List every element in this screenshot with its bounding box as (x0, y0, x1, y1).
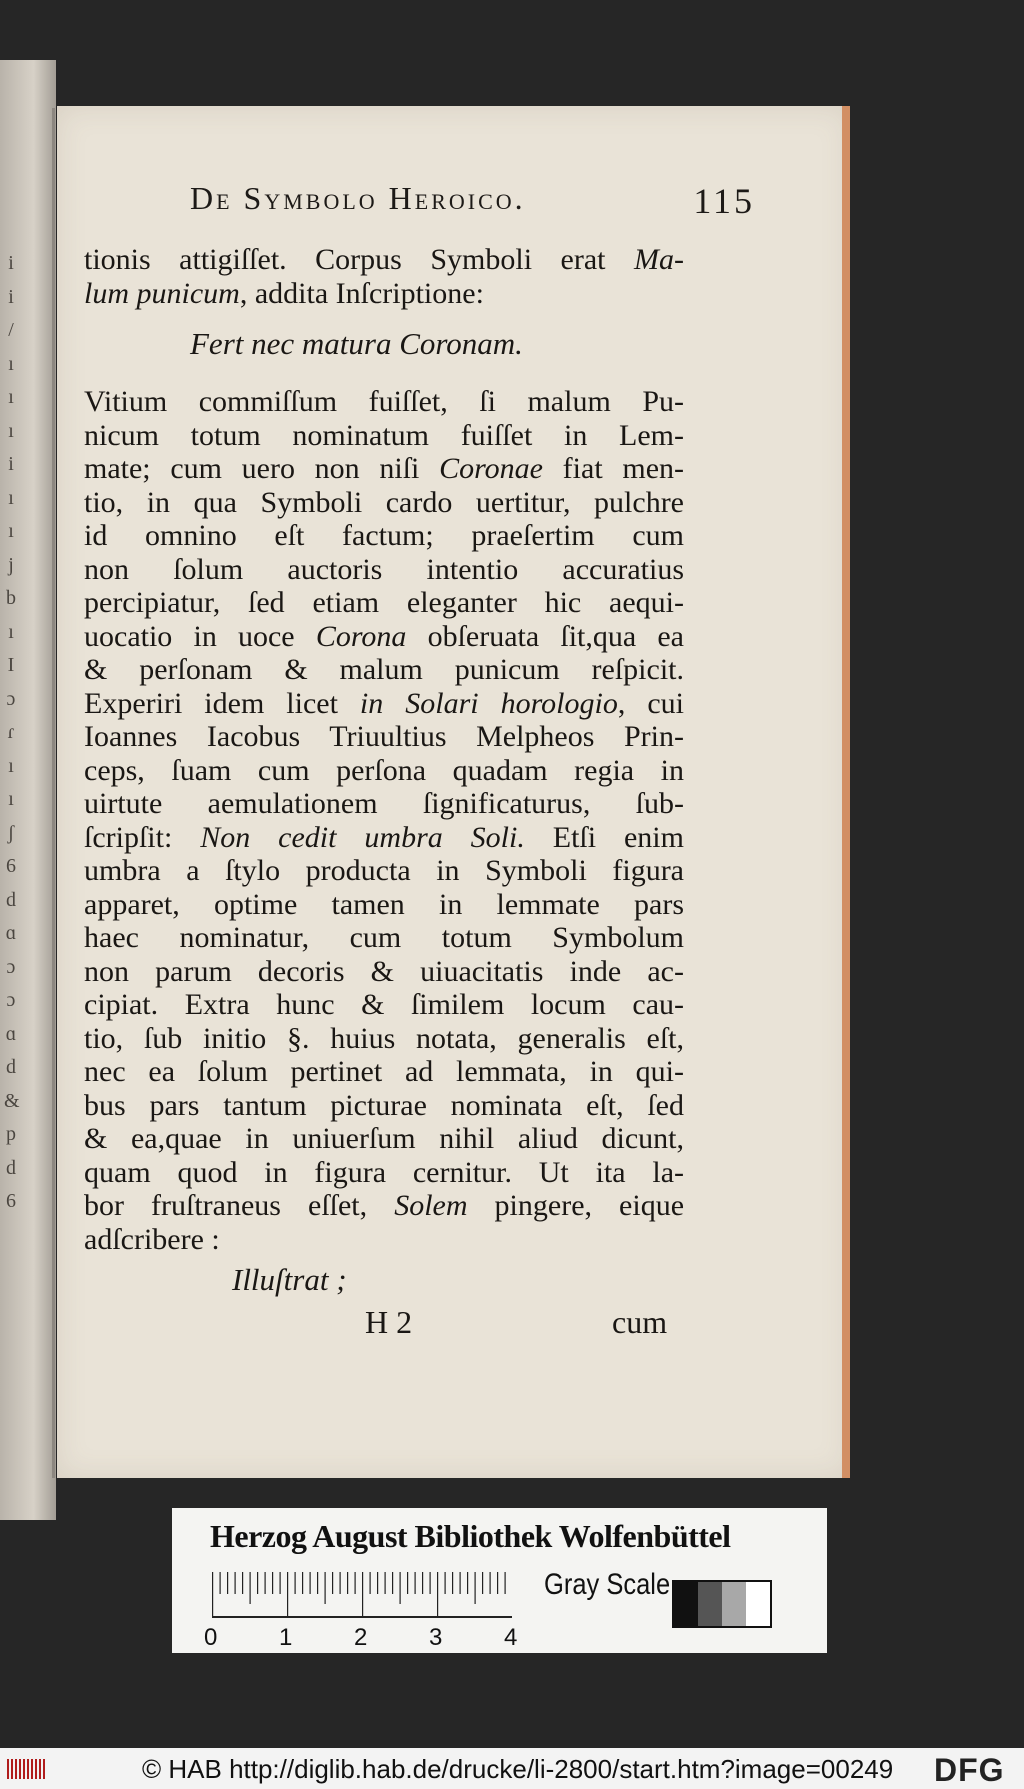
text-run: & perſonam & malum punicum reſpicit. (84, 653, 684, 686)
text-line (84, 586, 684, 620)
ruler-tick (362, 1572, 363, 1618)
edge-char: ı (8, 520, 14, 542)
text-run: apparet, optime tamen in lemmate pars (84, 887, 684, 921)
ruler-tick (467, 1572, 468, 1594)
text-run: tio, ſub initio §. huius notata, generalis eſt, (84, 1021, 684, 1055)
ruler-tick (415, 1572, 416, 1594)
text-run: bus pars tantum picturae nominata eſt, ſed (84, 1088, 684, 1122)
gray-swatch (674, 1582, 698, 1626)
ruler (212, 1572, 512, 1618)
ruler-tick (400, 1572, 401, 1604)
edge-char: 6 (6, 1190, 16, 1212)
ruler-tick (220, 1572, 221, 1594)
ruler-tick (302, 1572, 303, 1594)
italic-text: lum punicum (84, 276, 240, 310)
text-line (84, 653, 684, 687)
ruler-tick (445, 1572, 446, 1594)
page-gutter-line (52, 108, 55, 1478)
text-run: Vitium commiſſum fuiſſet, ſi malum Pu- (84, 385, 684, 418)
ruler-tick (310, 1572, 311, 1594)
edge-char: ɑ (5, 1022, 17, 1045)
text-run: pingere, eique (467, 1189, 684, 1222)
ruler-tick (242, 1572, 243, 1594)
ruler-tick (490, 1572, 491, 1594)
ruler-tick (325, 1572, 326, 1604)
text-run: cipiat. Extra hunc & ſimilem locum cau- (84, 988, 684, 1021)
ruler-tick (437, 1572, 438, 1618)
text-line (84, 620, 684, 654)
italic-text: Coronae (439, 452, 543, 485)
text-run: & ea,quae in uniuerſum nihil aliud dicunt, (84, 1122, 684, 1155)
edge-char: 6 (6, 855, 16, 877)
text-line (84, 385, 684, 419)
text-line (84, 1122, 684, 1156)
ruler-label: 0 (204, 1624, 218, 1651)
edge-char: ı (8, 754, 14, 777)
text-run: umbra a ſtylo producta in Symboli figura (84, 854, 684, 887)
text-run: uirtute aemulationem ſignificaturus, ſub- (84, 787, 684, 820)
text-run: Etſi enim (524, 820, 684, 854)
edge-char: j (8, 553, 14, 576)
edge-char: d (6, 1056, 16, 1078)
edge-char: b (6, 587, 16, 609)
ruler-tick (475, 1572, 476, 1604)
edge-char: ɔ (6, 687, 16, 710)
ruler-tick (370, 1572, 371, 1594)
ruler-tick (355, 1572, 356, 1594)
text-run: nicum totum nominatum fuiſſet in Lem- (84, 418, 684, 452)
hab-logo-icon (6, 1756, 46, 1782)
text-line (84, 720, 684, 754)
text-run: non ſolum auctoris intentio accuratius (84, 552, 684, 586)
text-line (84, 1022, 684, 1056)
text-line (84, 553, 684, 587)
text-line (84, 243, 684, 277)
page-number: 115 (693, 181, 755, 221)
motto-1: Fert nec matura Coronam. (190, 326, 523, 361)
ruler-tick (280, 1572, 281, 1594)
gray-scale-swatches (672, 1580, 772, 1628)
ruler-tick (460, 1572, 461, 1594)
text-run: ſcripſit: (84, 820, 201, 854)
text-line (84, 687, 684, 721)
italic-text: in Solari horologio (359, 686, 618, 720)
text-run: , addita Inſcriptione: (239, 276, 484, 310)
edge-char: I (7, 654, 15, 676)
ruler-tick (287, 1572, 288, 1618)
ruler-tick (347, 1572, 348, 1594)
text-run: haec nominatur, cum totum Symbolum (84, 921, 684, 954)
ruler-tick (482, 1572, 483, 1594)
edge-char: ı (8, 419, 14, 442)
text-line (84, 277, 684, 311)
text-line (84, 1156, 684, 1190)
text-line (84, 519, 684, 553)
library-name: Herzog August Bibliothek Wolfenbüttel (210, 1518, 731, 1554)
ruler-tick (332, 1572, 333, 1594)
ruler-label: 4 (504, 1624, 518, 1651)
ruler-tick (340, 1572, 341, 1594)
text-line (84, 888, 684, 922)
text-line (84, 955, 684, 989)
edge-char: ɔ (6, 989, 16, 1011)
edge-char: i (8, 285, 14, 308)
text-run: ceps, ſuam cum perſona quadam regia in (84, 753, 684, 787)
ruler-tick (422, 1572, 423, 1594)
text-line (84, 1189, 684, 1223)
text-run: mate; cum uero non niſi (84, 452, 440, 485)
text-run: tio, in qua Symboli cardo uertitur, pulchre (84, 485, 684, 519)
text-run: fiat men- (542, 452, 684, 485)
text-line (84, 1055, 684, 1089)
copyright-url: © HAB http://diglib.hab.de/drucke/li-2800/start.htm?image=00249 (142, 1754, 894, 1784)
text-run: percipiatur, ſed etiam eleganter hic aequi- (84, 586, 684, 619)
text-line (84, 754, 684, 788)
text-run: Ioannes Iacobus Triuultius Melpheos Prin- (84, 720, 684, 753)
italic-text: Ma- (634, 243, 684, 276)
edge-char: i (8, 453, 14, 475)
edge-char: d (6, 888, 16, 911)
edge-char: ı (8, 486, 14, 509)
ruler-tick (317, 1572, 318, 1594)
edge-char: ı (8, 352, 14, 375)
text-line (84, 452, 684, 486)
edge-char: & (4, 1089, 20, 1112)
edge-char: ɔ (6, 955, 16, 978)
text-line (84, 1223, 684, 1257)
ruler-tick (407, 1572, 408, 1594)
text-run: tionis attigiſſet. Corpus Symboli erat (84, 243, 635, 276)
text-run: Experiri idem licet (84, 686, 360, 720)
edge-char: i (8, 252, 14, 274)
running-head (190, 180, 755, 224)
footer-bar (0, 1748, 1024, 1789)
ruler-tick (235, 1572, 236, 1594)
motto-2: Illuſtrat ; (232, 1262, 347, 1297)
ruler-tick (257, 1572, 258, 1594)
ruler-tick (452, 1572, 453, 1594)
ruler-tick (377, 1572, 378, 1594)
edge-char: / (8, 319, 14, 341)
text-run: id omnino eſt factum; praeſertim cum (84, 519, 684, 552)
text-run: adſcribere : (84, 1222, 220, 1256)
text-run: quam quod in figura cernitur. Ut ita la- (84, 1155, 684, 1189)
ruler-label: 2 (354, 1624, 368, 1651)
ruler-tick (430, 1572, 431, 1594)
text-line (84, 486, 684, 520)
text-run: bor fruſtraneus eſſet, (84, 1189, 395, 1222)
ruler-tick (505, 1572, 506, 1594)
gray-swatch (746, 1582, 770, 1626)
edge-char: ı (8, 620, 14, 643)
text-run: nec ea ſolum pertinet ad lemmata, in qui- (84, 1055, 684, 1088)
text-block-1 (84, 243, 684, 310)
color-scale-card (172, 1508, 827, 1653)
edge-char: ı (8, 386, 14, 408)
edge-char: ı (8, 788, 14, 810)
signature-mark: H 2 (365, 1304, 413, 1340)
ruler-tick (227, 1572, 228, 1594)
gray-scale-label: Gray Scale (544, 1568, 671, 1601)
ruler-tick (272, 1572, 273, 1594)
edge-char: p (6, 1123, 16, 1145)
gray-swatch (722, 1582, 746, 1626)
italic-text: Solem (394, 1189, 468, 1222)
text-run: , cui (617, 686, 684, 720)
text-run: obſeruata ſit,qua ea (406, 619, 684, 653)
text-line (84, 821, 684, 855)
edge-char: ʃ (7, 821, 15, 844)
edge-char: ɾ (7, 721, 15, 743)
ruler-label: 1 (279, 1624, 293, 1651)
edge-char: ɑ (5, 922, 17, 944)
running-title: De Symbolo Heroico. (190, 180, 526, 216)
catchword: cum (612, 1304, 668, 1340)
text-line (84, 988, 684, 1022)
text-line (84, 419, 684, 453)
ruler-tick (497, 1572, 498, 1594)
italic-text: Corona (315, 619, 407, 653)
gray-swatch (698, 1582, 722, 1626)
text-line (84, 1089, 684, 1123)
italic-text: Non cedit umbra Soli. (200, 820, 525, 854)
text-line (84, 787, 684, 821)
edge-char: d (6, 1156, 16, 1179)
text-line (84, 854, 684, 888)
text-run: uocatio in uoce (84, 619, 316, 653)
text-line (84, 921, 684, 955)
ruler-tick (392, 1572, 393, 1594)
ruler-tick (250, 1572, 251, 1604)
dfg-logo: DFG (934, 1752, 1005, 1788)
ruler-tick (265, 1572, 266, 1594)
ruler-baseline (212, 1616, 512, 1618)
ruler-tick (212, 1572, 213, 1618)
text-block-2 (84, 385, 684, 1256)
text-run: non parum decoris & uiuacitatis inde ac- (84, 954, 684, 988)
ruler-tick (385, 1572, 386, 1594)
ruler-tick (295, 1572, 296, 1594)
ruler-label: 3 (429, 1624, 443, 1651)
